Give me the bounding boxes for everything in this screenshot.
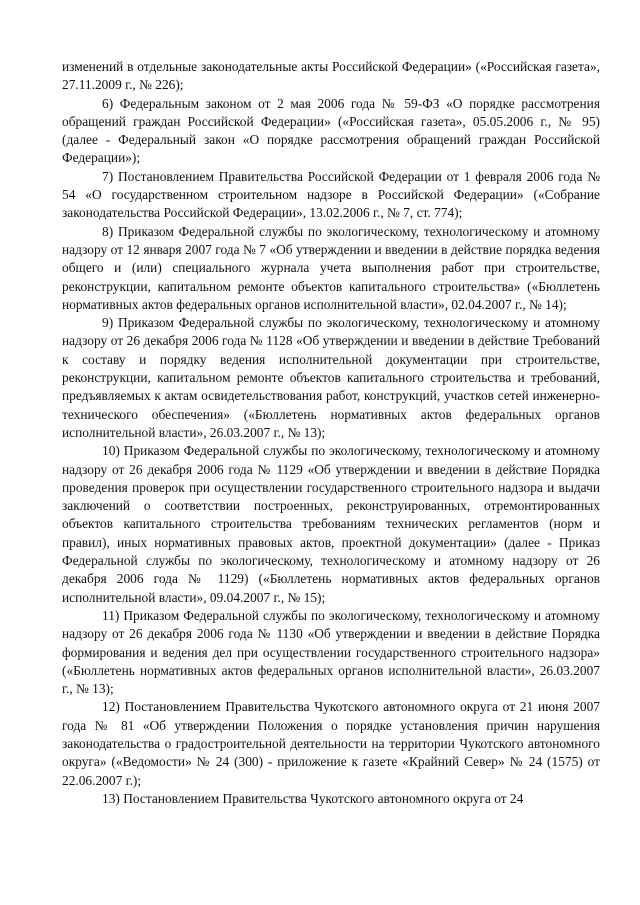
paragraph-item-8: 8) Приказом Федеральной службы по экологическому, технологическому и атомному надзору от 12 января 2007 года № 7 «Об утверждении и введении в действие порядка ведения общего и (или) специального журнала учета выполнения работ при строительстве, реконструкции, капитальном ремонте объектов капитального строительства» («Бюллетень нормативных актов федеральных органов исполнительной власти», 02.04.2007 г., № 14); <box>62 223 600 312</box>
paragraph-item-10: 10) Приказом Федеральной службы по экологическому, технологическому и атомному надзору от 26 декабря 2006 года № 1129 «Об утверждении и введении в действие Порядка проведения проверок при осуществлении государственного строительного надзора и выдачи заключений о соответствии построенных, реконструированных, отремонтированных объектов капитального строительства требованиям технических регламентов (норм и правил), иных нормативных правовых актов, проектной документации» (далее - Приказ Федеральной службы по экологическому, технологическому и атомному надзору от 26 декабря 2006 года № 1129) («Бюллетень нормативных актов федеральных органов исполнительной власти», 09.04.2007 г., № 15); <box>62 443 600 605</box>
paragraph-item-13: 13) Постановлением Правительства Чукотского автономного округа от 24 <box>102 790 524 806</box>
paragraph-item-7: 7) Постановлением Правительства Российской Федерации от 1 февраля 2006 года № 54 «О государственном строительном надзоре в Российской Федерации» («Собрание законодательства Российской Федерации», 13.02.2006 г., № 7, ст. 774); <box>62 168 600 221</box>
paragraph-item-9: 9) Приказом Федеральной службы по экологическому, технологическому и атомному надзору от 26 декабря 2006 года № 1128 «Об утверждении и введении в действие Требований к составу и порядку ведения исполнительной документации при строительстве, реконструкции, капитальном ремонте объектов капитального строительства и требований, предъявляемых к актам освидетельствования работ, конструкций, участков сетей инженерно-технического обеспечения» («Бюллетень нормативных актов федеральных органов исполнительной власти», 26.03.2007 г., № 13); <box>62 315 600 440</box>
paragraph-item-11: 11) Приказом Федеральной службы по экологическому, технологическому и атомному надзору от 26 декабря 2006 года № 1130 «Об утверждении и введении в действие Порядка формирования и ведения дел при осуществлении государственного строительного надзора» («Бюллетень нормативных актов федеральных органов исполнительной власти», 26.03.2007 г., № 13); <box>62 607 600 697</box>
paragraph-item-12: 12) Постановлением Правительства Чукотского автономного округа от 21 июня 2007 года № 81 «Об утверждении Положения о порядке установления причин нарушения законодательства о градостроительной деятельности на территории Чукотского автономного округа» («Ведомости» № 24 (300) - приложение к газете «Крайний Север» № 24 (1575) от 22.06.2007 г.); <box>62 699 600 788</box>
paragraph-continuation: изменений в отдельные законодательные акты Российской Федерации» («Российская газета», 27.11.2009 г., № 226); <box>62 59 600 93</box>
paragraph-item-6: 6) Федеральным законом от 2 мая 2006 года № 59-ФЗ «О порядке рассмотрения обращений граждан Российской Федерации» («Российская газета», 05.05.2006 г., № 95) (далее - Федеральный закон «О порядке рассмотрения обращений граждан Российской Федерации»); <box>62 95 600 166</box>
